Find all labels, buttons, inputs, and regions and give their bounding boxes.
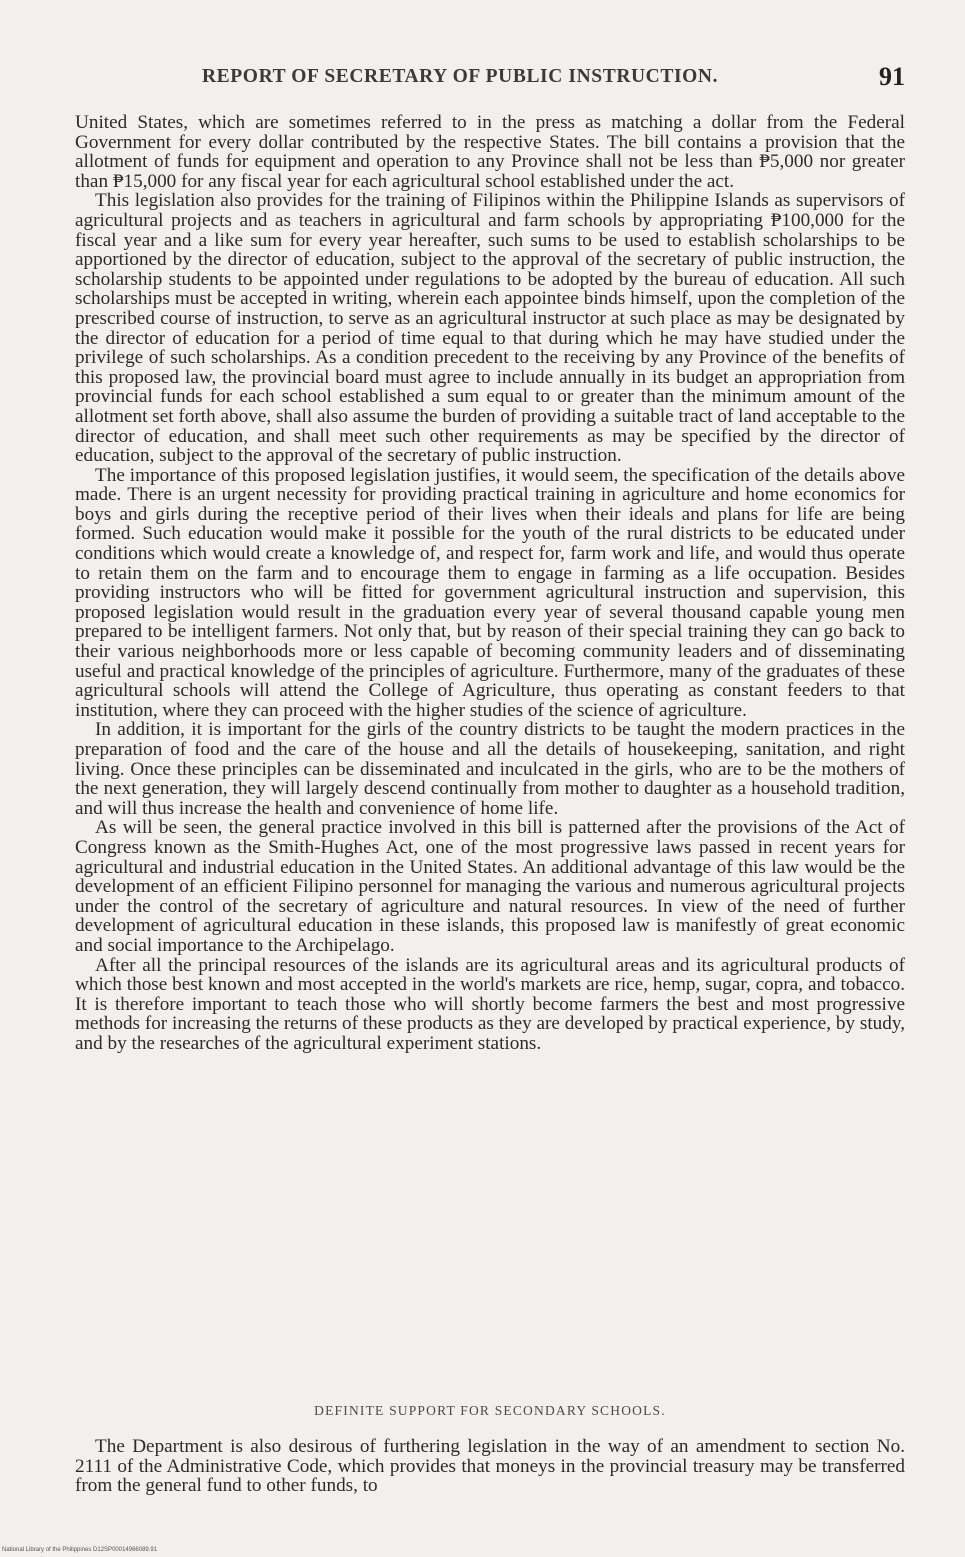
scan-credit: National Library of the Philippines D12SP00014966089.91 [2,1547,158,1553]
running-title: REPORT OF SECRETARY OF PUBLIC INSTRUCTION. [202,66,719,87]
paragraph-6: After all the principal resources of the islands are its agricultural areas and its agricultural products of which those best known and most accepted in the world's markets are rice, hemp, sugar, copra, and tobacco. It is therefore important to teach those who will shortly become farmers the best and most progressive methods for increasing the returns of these products as they are developed by practical experience, by study, and by the researches of the agricultural experiment stations. [75,954,905,1054]
section-text [75,1437,905,1496]
paragraph-4: In addition, it is important for the girls of the country districts to be taught the modern practices in the preparation of food and the care of the house and all the details of housekeeping, sanitation, and right living. Once these principles can be disseminated and inculcated in the girls, who are to be the mothers of the next generation, they will largely descend continually from mother to daughter as a household tradition, and will thus increase the health and convenience of home life. [75,719,905,819]
page-number: 91 [879,62,905,91]
paragraph-3: The importance of this proposed legislation justifies, it would seem, the specification of the details above made. There is an urgent necessity for providing practical training in agriculture and home economics for boys and girls during the receptive period of their lives when their ideals and plans for life are being formed. Such education would make it possible for the youth of the rural districts to be educated under conditions which would create a knowledge of, and respect for, farm work and life, and would thus operate to retain them on the farm and to encourage them to engage in farming as a life occupation. Besides providing instructors who will be fitted for government agricultural instruction and supervision, this proposed legislation would result in the graduation every year of several thousand capable young men prepared to be intelligent farmers. Not only that, but by reason of their special training they can go back to their various neighborhoods more or less capable of becoming community leaders and of disseminating useful and practical knowledge of the principles of agriculture. Furthermore, many of the graduates of these agricultural schools will attend the College of Agriculture, thus operating as constant feeders to that institution, where they can proceed with the higher studies of the science of agriculture. [75,464,905,721]
paragraph-2: This legislation also provides for the training of Filipinos within the Philippine Islands as supervisors of agricultural projects and as teachers in agricultural and farm schools by appropriating ₱100,000 for the fiscal year and a like sum for every year hereafter, such sums to be used to establish scholarships to be apportioned by the director of education, subject to the approval of the secretary of public instruction, the scholarship students to be appointed under regulations to be adopted by the bureau of education. All such scholarships must be accepted in writing, wherein each appointee binds himself, upon the completion of the prescribed course of instruction, to serve as an agricultural instructor at such place as may be designated by the director of education for a period of time equal to that during which he may have studied under the privilege of such scholarships. As a condition precedent to the receiving by any Province of the benefits of this proposed law, the provincial board must agree to include annually in its budget an appropriation from provincial funds for each school established a sum equal to or greater than the minimum amount of the allotment set forth above, shall also assume the burden of providing a suitable tract of land acceptable to the director of education, and shall meet such other requirements as may be specified by the director of education, subject to the approval of the secretary of public instruction. [75,190,905,467]
main-text [75,113,905,1054]
paragraph-5: As will be seen, the general practice involved in this bill is patterned after the provisions of the Act of Congress known as the Smith-Hughes Act, one of the most progressive laws passed in recent years for agricultural and industrial education in the United States. An additional advantage of this law would be the development of an efficient Filipino personnel for managing the various and numerous agricultural projects under the control of the secretary of agriculture and natural resources. In view of the need of further development of agricultural education in these islands, this proposed law is manifestly of great economic and social importance to the Archipelago. [75,817,905,956]
section-heading: DEFINITE SUPPORT FOR SECONDARY SCHOOLS. [314,1403,666,1418]
section-paragraph-1: The Department is also desirous of furthering legislation in the way of an amendment to section No. 2111 of the Administrative Code, which provides that moneys in the provincial treasury may be transferred from the general fund to other funds, to [75,1436,905,1497]
page-header [75,62,905,94]
paragraph-1: United States, which are sometimes referred to in the press as matching a dollar from the Federal Government for every dollar contributed by the respective States. The bill contains a provision that the allotment of funds for equipment and operation to any Province shall not be less than ₱5,000 nor greater than ₱15,000 for any fiscal year for each agricultural school established under the act. [75,112,905,192]
